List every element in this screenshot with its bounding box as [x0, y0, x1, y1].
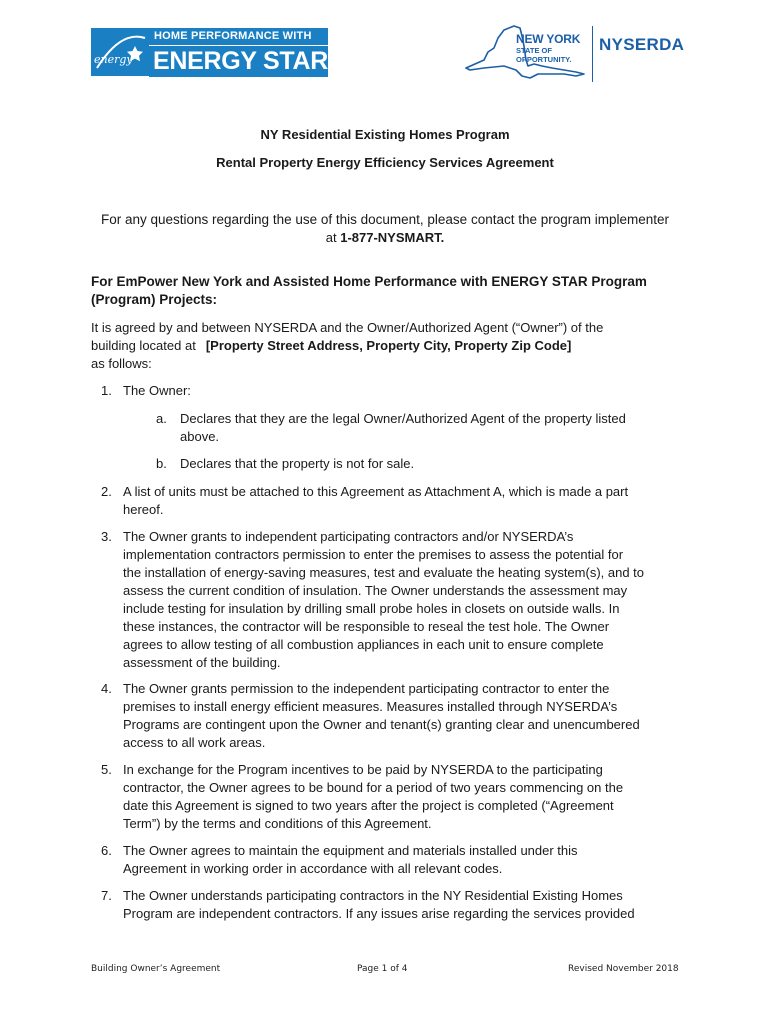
footer-page: Page 1 of 4 [357, 964, 408, 974]
ny-line3: OPPORTUNITY. [516, 54, 572, 64]
item-text-line: include testing for insulation by drilling small probe holes in closets on outside walls. In [123, 601, 620, 616]
intro-line1: It is agreed by and between NYSERDA and the Owner/Authorized Agent (“Owner”) of the [91, 320, 604, 335]
item-text-line: Agreement in working order in accordance with all relevant codes. [123, 861, 503, 876]
item-text-line: The Owner grants to independent participating contractors and/or NYSERDA’s [123, 529, 574, 544]
item-number: a. [156, 411, 167, 426]
footer-left: Building Owner’s Agreement [91, 964, 221, 974]
item-text-line: Program are independent contractors. If any issues arise regarding the services provided [123, 906, 635, 921]
nyserda-logo [464, 22, 694, 84]
item-text-line: The Owner understands participating contractors in the NY Residential Existing Homes [123, 888, 623, 903]
contact-prefix: at [325, 230, 341, 245]
item-text-line: Term”) by the terms and conditions of this Agreement. [123, 816, 432, 831]
item-text-line: A list of units must be attached to this Agreement as Attachment A, which is made a part [123, 484, 629, 499]
item-text-line: The Owner: [123, 383, 191, 398]
section-heading-line2: (Program) Projects: [91, 292, 218, 307]
intro-line2 [91, 337, 571, 355]
item-text-line: these instances, the contractor will be responsible to reseal the test hole. The Owner [123, 619, 610, 634]
item-text-line: assess the current condition of insulation. The Owner understands the assessment may [123, 583, 628, 598]
ny-line1: NEW YORK [516, 32, 581, 46]
logo-divider [592, 26, 593, 82]
energy-star-icon [91, 28, 149, 76]
item-text-line: assessment of the building. [123, 655, 281, 670]
energy-star-top-text: HOME PERFORMANCE WITH [149, 28, 328, 45]
contact-line: For any questions regarding the use of this document, please contact the program implementer [100, 212, 670, 227]
item-text-line: The Owner grants permission to the independent participating contractor to enter the [123, 681, 610, 696]
energy-star-bottom-text: ENERGY STAR [149, 45, 328, 77]
nyserda-wordmark: NYSERDA [599, 35, 685, 54]
item-text-line: Programs are contingent upon the Owner and tenant(s) granting clear and unencumbered [123, 717, 640, 732]
item-text-line: date this Agreement is signed to two years after the project is completed (“Agreement [123, 798, 614, 813]
item-number: 2. [101, 484, 112, 499]
contact-phone: 1-877-NYSMART. [340, 230, 445, 245]
item-text-line: In exchange for the Program incentives to be paid by NYSERDA to the participating [123, 762, 603, 777]
intro-prefix: building located at [91, 338, 196, 353]
item-number: 7. [101, 888, 112, 903]
item-number: 6. [101, 843, 112, 858]
item-text-line: Declares that they are the legal Owner/Authorized Agent of the property listed [180, 411, 626, 426]
item-text-line: implementation contractors permission to enter the premises to assess the potential for [123, 547, 624, 562]
contact-phone-line [0, 230, 770, 245]
item-text-line: hereof. [123, 502, 164, 517]
item-text-line: above. [180, 429, 220, 444]
program-title: NY Residential Existing Homes Program [260, 127, 510, 142]
agreement-title: Rental Property Energy Efficiency Services Agreement [216, 155, 554, 170]
item-text-line: The Owner agrees to maintain the equipment and materials installed under this [123, 843, 578, 858]
item-number: b. [156, 456, 167, 471]
item-text-line: contractor, the Owner agrees to be bound for a period of two years commencing on the [123, 780, 624, 795]
item-text-line: access to all work areas. [123, 735, 266, 750]
item-text-line: agrees to allow testing of all combustion appliances in each unit to ensure complete [123, 637, 604, 652]
item-number: 4. [101, 681, 112, 696]
item-text-line: the installation of energy-saving measures, test and evaluate the heating system(s), and to [123, 565, 645, 580]
item-text-line: Declares that the property is not for sale. [180, 456, 415, 471]
item-text-line: premises to install energy efficient measures. Measures installed through NYSERDA’s [123, 699, 618, 714]
section-heading-line1: For EmPower New York and Assisted Home Performance with ENERGY STAR Program [91, 274, 647, 289]
address-placeholder: [Property Street Address, Property City, Property Zip Code] [205, 338, 572, 353]
item-number: 5. [101, 762, 112, 777]
intro-line3: as follows: [91, 356, 152, 371]
energy-script-text: energy [94, 53, 133, 66]
ny-line2: STATE OF [516, 46, 552, 55]
footer-revised: Revised November 2018 [568, 964, 679, 974]
energy-star-logo [91, 28, 328, 76]
item-number: 1. [101, 383, 112, 398]
item-number: 3. [101, 529, 112, 544]
